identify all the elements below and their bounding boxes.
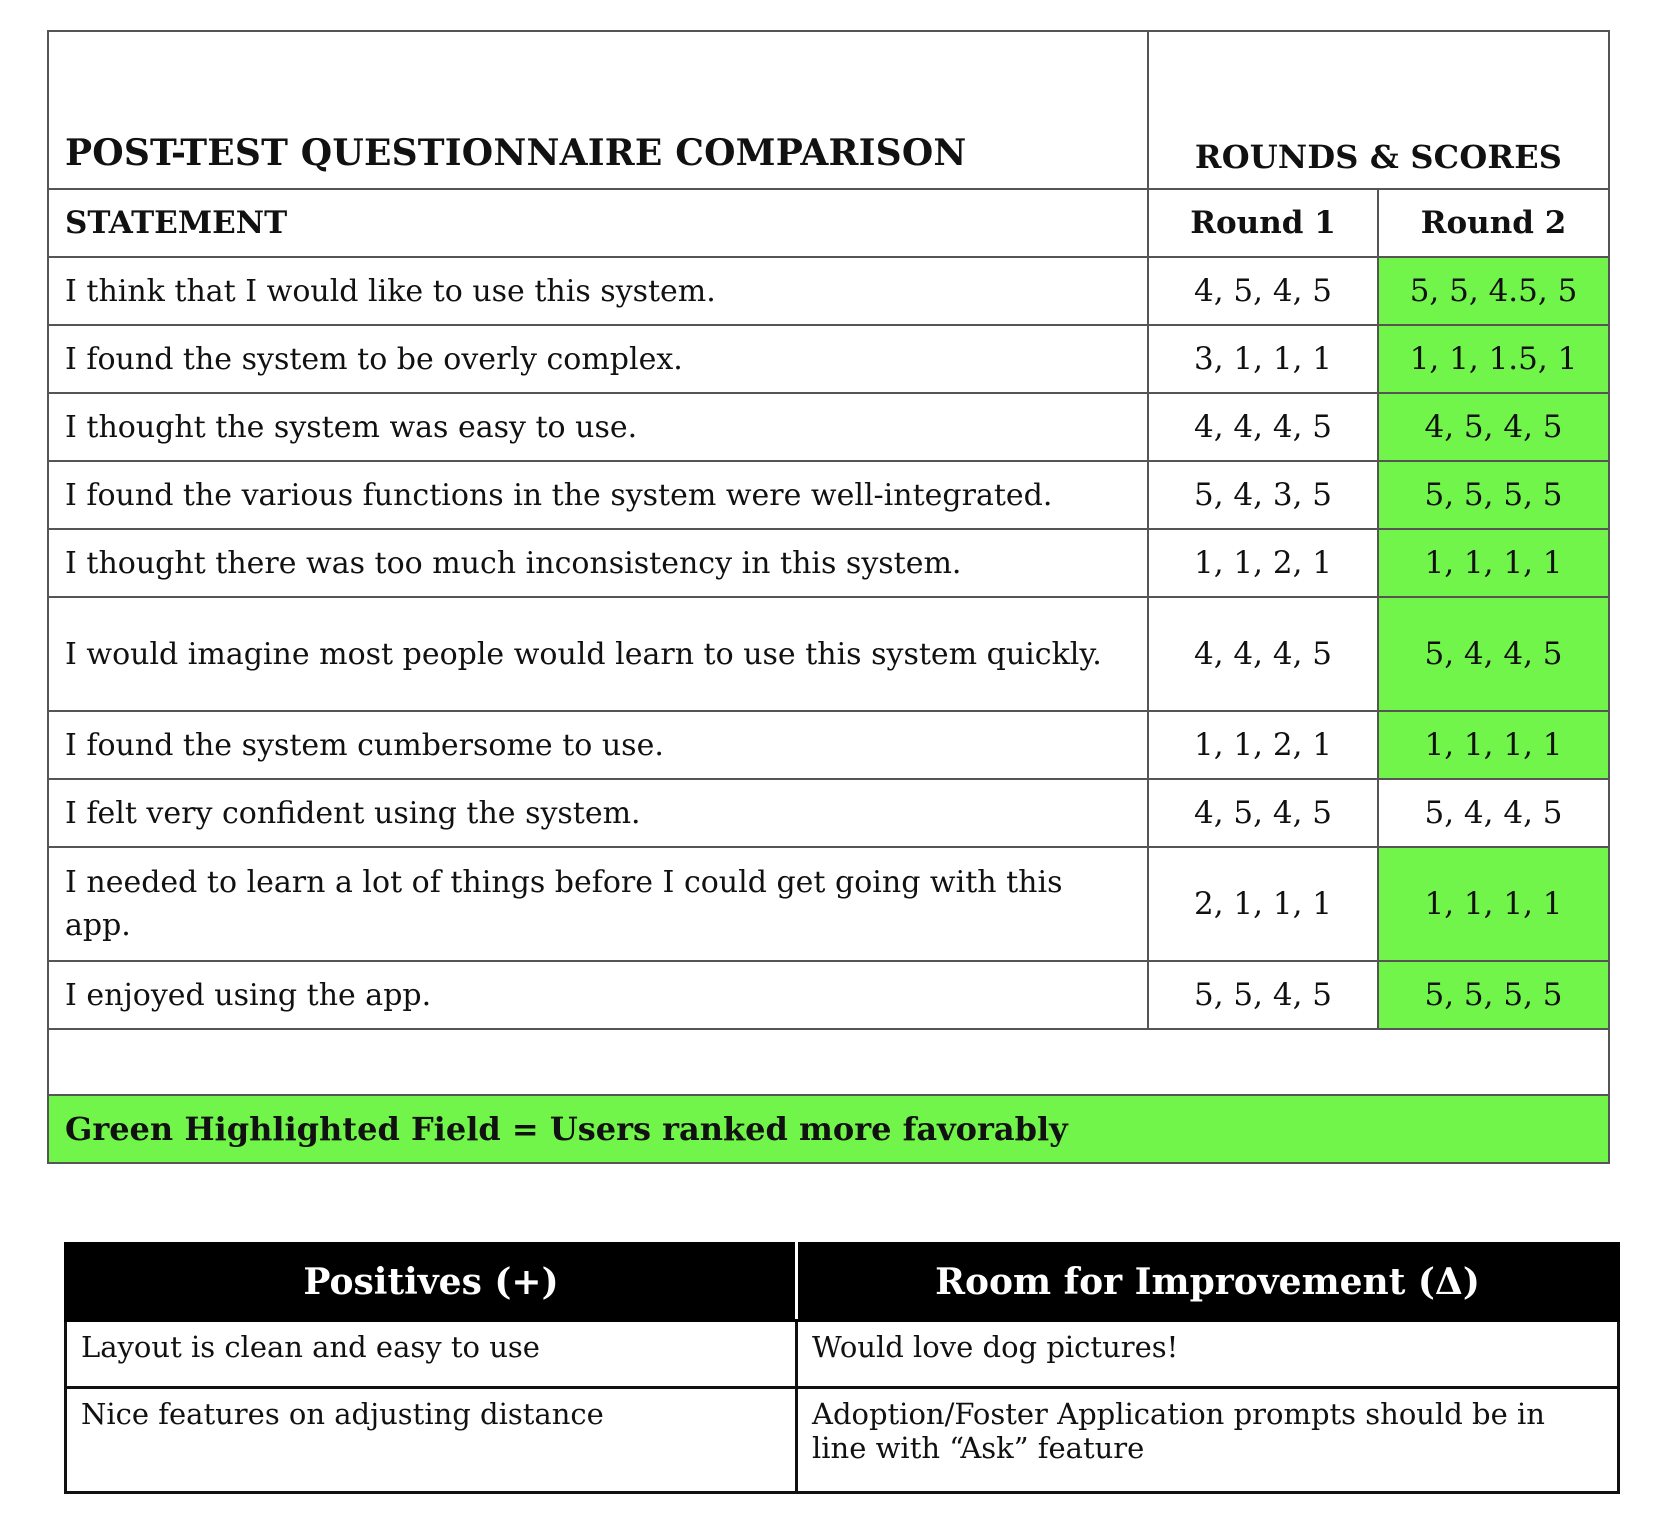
- round1-score: 3, 1, 1, 1: [1148, 325, 1378, 393]
- round1-score: 5, 5, 4, 5: [1148, 961, 1378, 1029]
- statement-cell: I needed to learn a lot of things before I could get going with this app.: [48, 847, 1148, 961]
- round2-score: 5, 4, 4, 5: [1378, 779, 1609, 847]
- round2-score: 4, 5, 4, 5: [1378, 393, 1609, 461]
- table-row: [48, 597, 1609, 711]
- spacer-cell: [48, 1029, 1609, 1095]
- table-row: [48, 325, 1609, 393]
- table-row: [48, 257, 1609, 325]
- improvement-cell: Would love dog pictures!: [797, 1321, 1619, 1388]
- positive-cell: Layout is clean and easy to use: [66, 1321, 797, 1388]
- improvement-cell: Adoption/Foster Application prompts should be in line with “Ask” feature: [797, 1388, 1619, 1493]
- round2-score: 1, 1, 1.5, 1: [1378, 325, 1609, 393]
- round2-score: 1, 1, 1, 1: [1378, 847, 1609, 961]
- questionnaire-table: [47, 30, 1610, 1164]
- round1-score: 1, 1, 2, 1: [1148, 529, 1378, 597]
- table-row: [66, 1321, 1619, 1388]
- round1-score: 1, 1, 2, 1: [1148, 711, 1378, 779]
- statement-cell: I would imagine most people would learn to use this system quickly.: [48, 597, 1148, 711]
- legend-row: [48, 1095, 1609, 1163]
- positives-header: Positives (+): [66, 1244, 797, 1321]
- statement-cell: I thought the system was easy to use.: [48, 393, 1148, 461]
- statement-cell: I thought there was too much inconsistency in this system.: [48, 529, 1148, 597]
- statement-cell: I felt very confident using the system.: [48, 779, 1148, 847]
- table-row: [48, 529, 1609, 597]
- statement-header: STATEMENT: [48, 189, 1148, 257]
- legend-text: Green Highlighted Field = Users ranked more favorably: [48, 1095, 1609, 1163]
- round1-score: 5, 4, 3, 5: [1148, 461, 1378, 529]
- statement-cell: I found the various functions in the system were well-integrated.: [48, 461, 1148, 529]
- round1-score: 4, 5, 4, 5: [1148, 257, 1378, 325]
- table-row: [66, 1388, 1619, 1493]
- table-row: [48, 779, 1609, 847]
- round2-score: 5, 5, 5, 5: [1378, 961, 1609, 1029]
- table-row: [48, 961, 1609, 1029]
- round1-score: 4, 5, 4, 5: [1148, 779, 1378, 847]
- round1-score: 4, 4, 4, 5: [1148, 393, 1378, 461]
- rounds-scores-header: ROUNDS & SCORES: [1148, 31, 1609, 189]
- statement-cell: I found the system to be overly complex.: [48, 325, 1148, 393]
- title-row: [48, 31, 1609, 189]
- table-row: [48, 847, 1609, 961]
- positive-cell: Nice features on adjusting distance: [66, 1388, 797, 1493]
- round2-score: 5, 4, 4, 5: [1378, 597, 1609, 711]
- round2-score: 1, 1, 1, 1: [1378, 529, 1609, 597]
- round1-header: Round 1: [1148, 189, 1378, 257]
- table-title: POST-TEST QUESTIONNAIRE COMPARISON: [48, 31, 1148, 189]
- statement-cell: I think that I would like to use this system.: [48, 257, 1148, 325]
- table-row: [48, 711, 1609, 779]
- improvement-header: Room for Improvement (Δ): [797, 1244, 1619, 1321]
- round2-score: 5, 5, 5, 5: [1378, 461, 1609, 529]
- round1-score: 2, 1, 1, 1: [1148, 847, 1378, 961]
- statement-cell: I enjoyed using the app.: [48, 961, 1148, 1029]
- column-header-row: [48, 189, 1609, 257]
- table-row: [48, 461, 1609, 529]
- spacer-row: [48, 1029, 1609, 1095]
- round2-score: 1, 1, 1, 1: [1378, 711, 1609, 779]
- statement-cell: I found the system cumbersome to use.: [48, 711, 1148, 779]
- round2-score: 5, 5, 4.5, 5: [1378, 257, 1609, 325]
- feedback-header-row: [66, 1244, 1619, 1321]
- round2-header: Round 2: [1378, 189, 1609, 257]
- round1-score: 4, 4, 4, 5: [1148, 597, 1378, 711]
- table-row: [48, 393, 1609, 461]
- feedback-table: [64, 1242, 1620, 1494]
